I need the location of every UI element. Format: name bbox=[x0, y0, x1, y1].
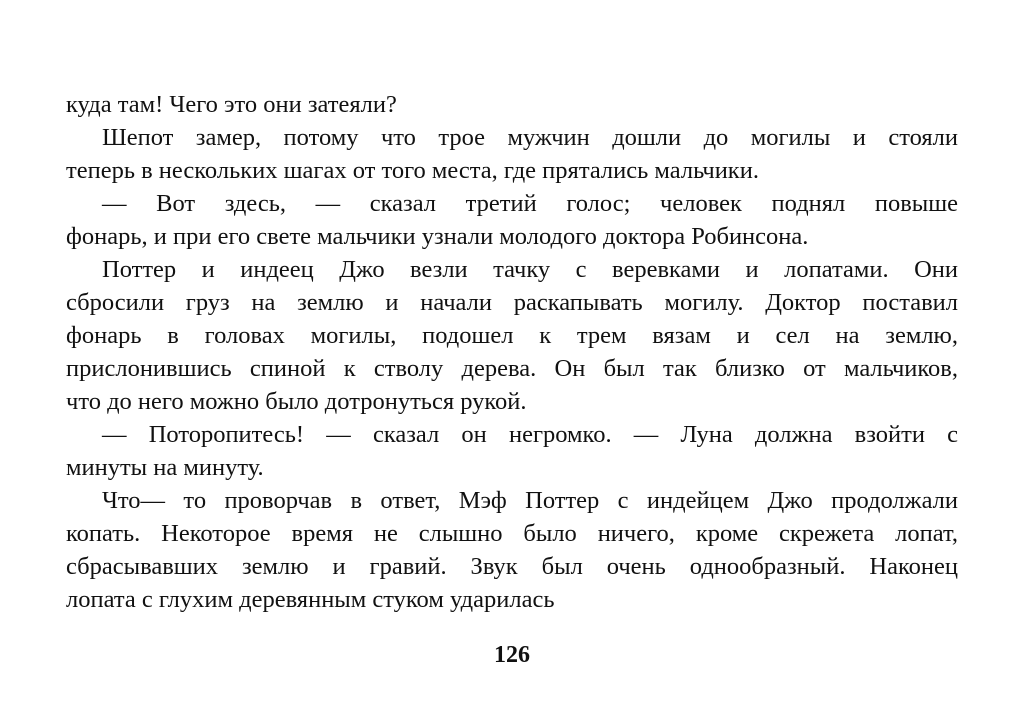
text-line: сбрасывавших землю и гравий. Звук был очень однообразный. Наконец bbox=[66, 553, 958, 580]
text-line: — Поторопитесь! — сказал он негромко. — Луна должна взойти с bbox=[102, 421, 958, 448]
text-line: теперь в нескольких шагах от того места, где прятались мальчики. bbox=[66, 157, 759, 184]
text-line: фонарь в головах могилы, подошел к трем вязам и сел на землю, bbox=[66, 322, 958, 349]
text-line: копать. Некоторое время не слышно было ничего, кроме скрежета лопат, bbox=[66, 520, 958, 547]
text-line: — Вот здесь, — сказал третий голос; человек поднял повыше bbox=[102, 190, 958, 217]
text-line: фонарь, и при его свете мальчики узнали молодого доктора Робинсона. bbox=[66, 223, 809, 250]
text-line: Шепот замер, потому что трое мужчин дошли до могилы и стояли bbox=[102, 124, 958, 151]
text-line: лопата с глухим деревянным стуком ударилась bbox=[66, 586, 555, 613]
text-line: куда там! Чего это они затеяли? bbox=[66, 91, 397, 118]
page-number: 126 bbox=[494, 642, 530, 668]
text-line: прислонившись спиной к стволу дерева. Он был так близко от мальчиков, bbox=[66, 355, 958, 382]
text-line: сбросили груз на землю и начали раскапывать могилу. Доктор поставил bbox=[66, 289, 958, 316]
page-text bbox=[66, 88, 958, 616]
text-line: что до него можно было дотронуться рукой. bbox=[66, 388, 527, 415]
text-line: Что— то проворчав в ответ, Мэф Поттер с индейцем Джо продолжали bbox=[102, 487, 958, 514]
text-line: Поттер и индеец Джо везли тачку с веревками и лопатами. Они bbox=[102, 256, 958, 283]
text-line: минуты на минуту. bbox=[66, 454, 264, 481]
